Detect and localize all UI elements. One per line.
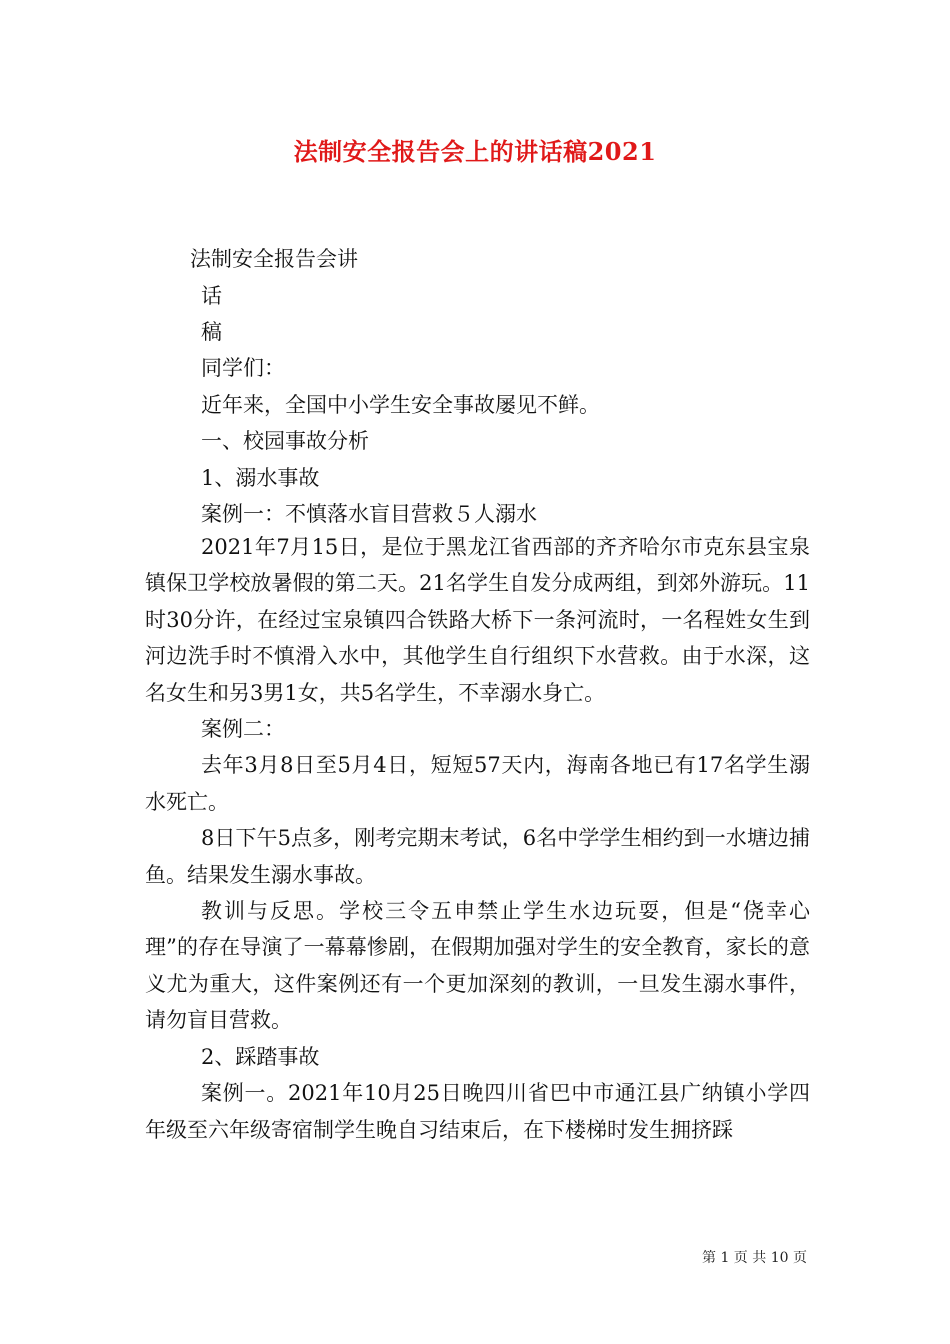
body-text	[145, 529, 810, 1148]
document-title: 法制安全报告会上的讲话稿2021	[293, 137, 657, 166]
section-heading: 一、校园事故分析	[201, 429, 369, 453]
intro-paragraph: 近年来，全国中小学生安全事故屡见不鲜。	[201, 393, 600, 417]
heading-line-3: 稿	[201, 320, 222, 344]
greeting: 同学们：	[201, 356, 285, 380]
paragraph: 8日下午5点多，刚考完期末考试，6名中学学生相约到一水塘边捕鱼。结果发生溺水事故。	[145, 826, 810, 887]
heading-line-2: 话	[201, 284, 222, 308]
paragraph: 2、踩踏事故	[201, 1044, 320, 1069]
paragraph: 2021年7月15日，是位于黑龙江省西部的齐齐哈尔市克东县宝泉镇保卫学校放暑假的第二天。21名学生自发分成两组，到郊外游玩。11时30分许，在经过宝泉镇四合铁路大桥下一条河流时，一名程姓女生到河边洗手时不慎滑入水中，其他学生自行组织下水营救。由于水深，这名女生和另3男1女，共5名学生，不幸溺水身亡。	[145, 535, 810, 705]
heading-line-1: 法制安全报告会讲	[190, 247, 358, 271]
paragraph: 案例一。2021年10月25日晚四川省巴中市通江县广纳镇小学四年级至六年级寄宿制学生晚自习结束后，在下楼梯时发生拥挤踩	[145, 1081, 810, 1142]
paragraph: 去年3月8日至5月4日，短短57天内，海南各地已有17名学生溺水死亡。	[145, 753, 810, 814]
subsection-heading: 1、溺水事故	[201, 466, 320, 490]
page-footer: 第 1 页 共 10 页	[702, 1250, 807, 1266]
paragraph: 教训与反思。学校三令五申禁止学生水边玩耍，但是“侥幸心理”的存在导演了一幕幕惨剧，在假期加强对学生的安全教育，家长的意义尤为重大，这件案例还有一个更加深刻的教训，一旦发生溺水事件，请勿盲目营救。	[145, 899, 810, 1033]
case-title: 案例一：不慎落水盲目营救５人溺水	[201, 502, 537, 526]
paragraph: 案例二：	[201, 717, 285, 742]
